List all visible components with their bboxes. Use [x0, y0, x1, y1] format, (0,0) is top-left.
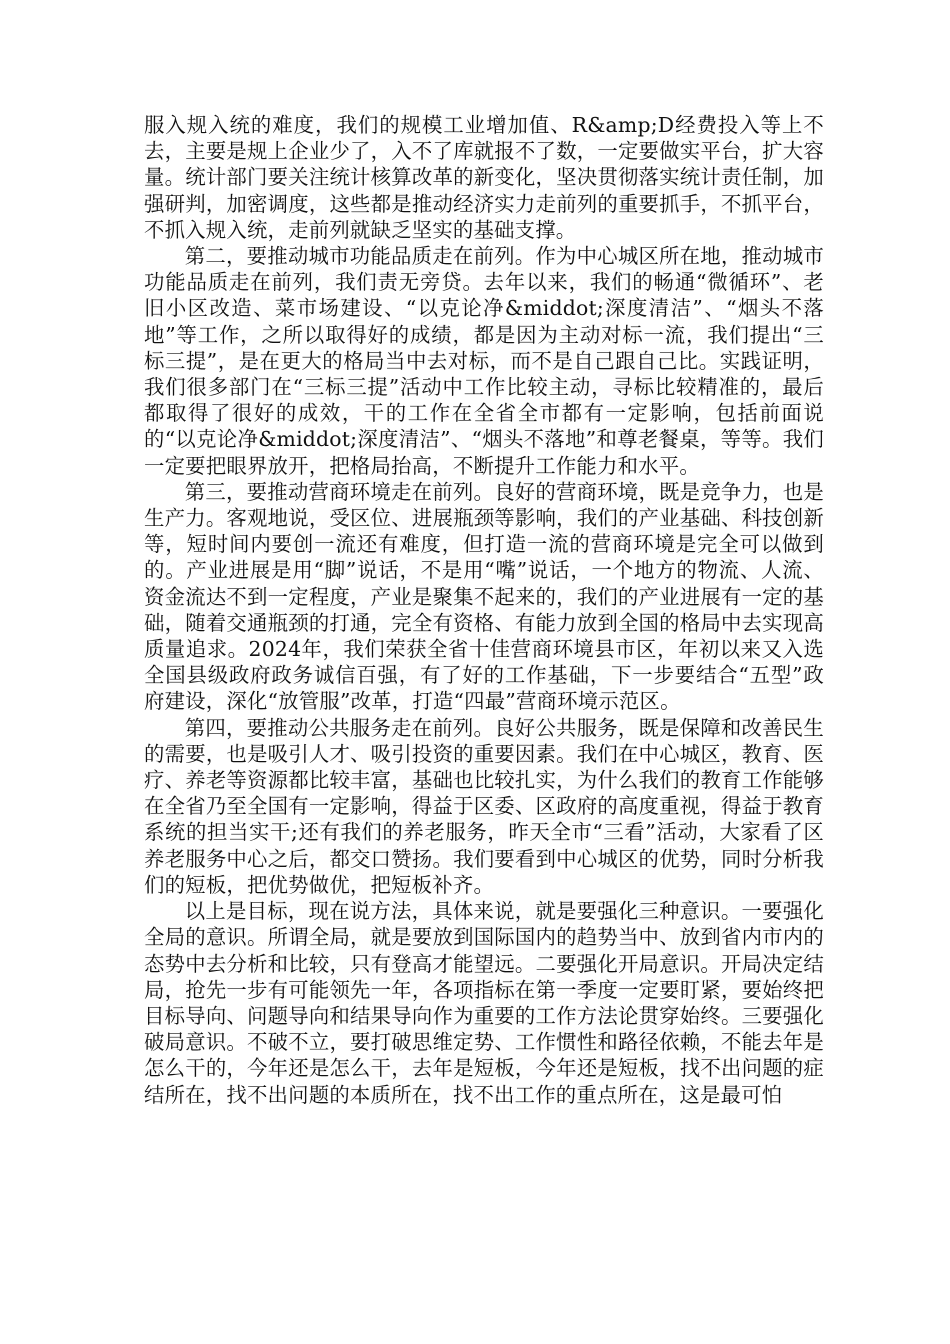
paragraph-4: 第四，要推动公共服务走在前列。良好公共服务，既是保障和改善民生的需要，也是吸引人才、吸引投资的重要因素。我们在中心城区，教育、医疗、养老等资源都比较丰富，基础也比较扎实，为什么我们的教育工作能够在全省乃至全国有一定影响，得益于区委、区政府的高度重视，得益于教育系统的担当实干;还有我们的养老服务，昨天全市“三看”活动，大家看了区养老服务中心之后，都交口赞扬。我们要看到中心城区的优势，同时分析我们的短板，把优势做优，把短板补齐。 — [144, 715, 824, 897]
paragraph-1: 服入规入统的难度，我们的规模工业增加值、R&amp;D经费投入等上不去，主要是规上企业少了，入不了库就报不了数，一定要做实平台，扩大容量。统计部门要关注统计核算改革的新变化，坚决贯彻落实统计责任制，加强研判，加密调度，这些都是推动经济实力走前列的重要抓手，不抓平台，不抓入规入统，走前列就缺乏坚实的基础支撑。 — [144, 113, 824, 242]
paragraph-5: 以上是目标，现在说方法，具体来说，就是要强化三种意识。一要强化全局的意识。所谓全局，就是要放到国际国内的趋势当中、放到省内市内的态势中去分析和比较，只有登高才能望远。二要强化开局意识。开局决定结局，抢先一步有可能领先一年，各项指标在第一季度一定要盯紧，要始终把目标导向、问题导向和结果导向作为重要的工作方法论贯穿始终。三要强化破局意识。不破不立，要打破思维定势、工作惯性和路径依赖，不能去年是怎么干的，今年还是怎么干，去年是短板，今年还是短板，找不出问题的症结所在，找不出问题的本质所在，找不出工作的重点所在，这是最可怕 — [144, 899, 824, 1107]
paragraph-3: 第三，要推动营商环境走在前列。良好的营商环境，既是竞争力，也是生产力。客观地说，受区位、进展瓶颈等影响，我们的产业基础、科技创新等，短时间内要创一流还有难度，但打造一流的营商环境是完全可以做到的。产业进展是用“脚”说话，不是用“嘴”说话，一个地方的物流、人流、资金流达不到一定程度，产业是聚集不起来的，我们的产业进展有一定的基础，随着交通瓶颈的打通，完全有资格、有能力放到全国的格局中去实现高质量追求。2024年，我们荣获全省十佳营商环境县市区，年初以来又入选全国县级政府政务诚信百强，有了好的工作基础，下一步要结合“五型”政府建设，深化“放管服”改革，打造“四最”营商环境示范区。 — [144, 479, 824, 714]
document-page — [144, 112, 824, 1108]
paragraph-2: 第二，要推动城市功能品质走在前列。作为中心城区所在地，推动城市功能品质走在前列，我们责无旁贷。去年以来，我们的畅通“微循环”、老旧小区改造、菜市场建设、“以克论净&middot;深度清洁”、“烟头不落地”等工作，之所以取得好的成绩，都是因为主动对标一流，我们提出“三标三提”，是在更大的格局当中去对标，而不是自己跟自己比。实践证明，我们很多部门在“三标三提”活动中工作比较主动，寻标比较精准的，最后都取得了很好的成效，干的工作在全省全市都有一定影响，包括前面说的“以克论净&middot;深度清洁”、“烟头不落地”和尊老餐桌，等等。我们一定要把眼界放开，把格局抬高，不断提升工作能力和水平。 — [144, 244, 824, 478]
